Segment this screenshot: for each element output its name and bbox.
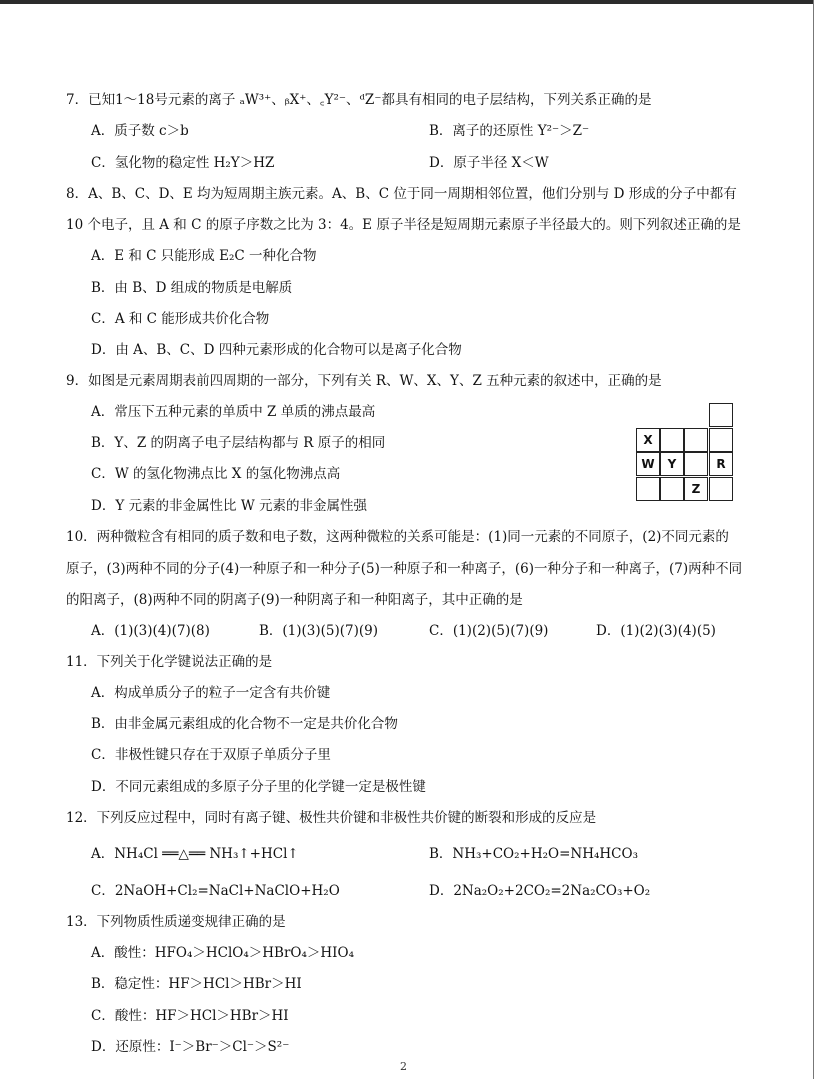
q8-stem-line-2: 10 个电子，且 A 和 C 的原子序数之比为 3：4。E 原子半径是短周期元素原子半径最大的。则下列叙述正确的是 bbox=[66, 217, 741, 233]
q9-option-d: D．Y 元素的非金属性比 W 元素的非金属性强 bbox=[91, 498, 367, 514]
q13-option-c: C．酸性：HF＞HCl＞HBr＞HI bbox=[91, 1008, 289, 1024]
periodic-cell-y: Y bbox=[660, 452, 684, 476]
q11-option-c: C．非极性键只存在于双原子单质分子里 bbox=[91, 747, 331, 763]
q10-stem-line-2: 原子，(3)两种不同的分子(4)一种原子和一种分子(5)一种原子和一种离子，(6)一种分子和一种离子，(7)两种不同 bbox=[66, 561, 743, 577]
q12-option-a: A．NH₄Cl ══△══ NH₃↑+HCl↑ bbox=[91, 846, 299, 862]
q12-option-c: C．2NaOH+Cl₂=NaCl+NaClO+H₂O bbox=[91, 883, 340, 899]
q11-option-d: D．不同元素组成的多原子分子里的化学键一定是极性键 bbox=[91, 779, 426, 795]
q13-stem: 13．下列物质性质递变规律正确的是 bbox=[66, 914, 286, 930]
periodic-cell-empty bbox=[709, 428, 733, 452]
periodic-cell-w: W bbox=[636, 452, 660, 476]
q8-stem-line-1: 8．A、B、C、D、E 均为短周期主族元素。A、B、C 位于同一周期相邻位置，他们分别与 D 形成的分子中都有 bbox=[66, 186, 737, 202]
q7-stem: 7．已知1～18号元素的离子 ₐW³⁺、ᵦX⁺、꜀Y²⁻、ᵈZ⁻都具有相同的电子层结构，下列关系正确的是 bbox=[66, 92, 652, 108]
q7-option-c: C．氢化物的稳定性 H₂Y＞HZ bbox=[91, 155, 275, 171]
q12-stem: 12．下列反应过程中，同时有离子键、极性共价键和非极性共价键的断裂和形成的反应是 bbox=[66, 810, 597, 826]
q9-option-b: B．Y、Z 的阴离子电子层结构都与 R 原子的相同 bbox=[91, 435, 386, 451]
q9-option-a: A．常压下五种元素的单质中 Z 单质的沸点最高 bbox=[91, 404, 376, 420]
periodic-cell-empty bbox=[636, 477, 660, 501]
q8-option-b: B．由 B、D 组成的物质是电解质 bbox=[91, 280, 293, 296]
periodic-table-fragment bbox=[636, 403, 733, 501]
q7-option-b: B．离子的还原性 Y²⁻＞Z⁻ bbox=[429, 123, 590, 139]
q9-option-c: C．W 的氢化物沸点比 X 的氢化物沸点高 bbox=[91, 466, 341, 482]
q11-option-a: A．构成单质分子的粒子一定含有共价键 bbox=[91, 685, 331, 701]
q12-option-b: B．NH₃+CO₂+H₂O=NH₄HCO₃ bbox=[429, 846, 638, 862]
q8-option-d: D．由 A、B、C、D 四种元素形成的化合物可以是离子化合物 bbox=[91, 342, 462, 358]
q10-option-b: B．(1)(3)(5)(7)(9) bbox=[259, 623, 379, 639]
periodic-cell-r: R bbox=[709, 452, 733, 476]
q10-option-c: C．(1)(2)(5)(7)(9) bbox=[429, 623, 549, 639]
q9-stem: 9．如图是元素周期表前四周期的一部分，下列有关 R、W、X、Y、Z 五种元素的叙述中，正确的是 bbox=[66, 373, 662, 389]
q10-stem-line-1: 10．两种微粒含有相同的质子数和电子数，这两种微粒的关系可能是：(1)同一元素的不同原子，(2)不同元素的 bbox=[66, 529, 729, 545]
q7-option-d: D．原子半径 X＜W bbox=[429, 155, 549, 171]
q10-stem-line-3: 的阳离子，(8)两种不同的阴离子(9)一种阴离子和一种阳离子，其中正确的是 bbox=[66, 592, 523, 608]
q8-option-a: A．E 和 C 只能形成 E₂C 一种化合物 bbox=[91, 248, 317, 264]
q12-option-d: D．2Na₂O₂+2CO₂=2Na₂CO₃+O₂ bbox=[429, 883, 651, 899]
q13-option-d: D．还原性：I⁻＞Br⁻＞Cl⁻＞S²⁻ bbox=[91, 1039, 290, 1055]
periodic-cell-empty bbox=[660, 428, 684, 452]
periodic-cell-empty bbox=[684, 428, 708, 452]
q13-option-a: A．酸性：HFO₄＞HClO₄＞HBrO₄＞HIO₄ bbox=[91, 945, 354, 961]
q10-option-a: A．(1)(3)(4)(7)(8) bbox=[91, 623, 210, 639]
periodic-cell-x: X bbox=[636, 428, 660, 452]
periodic-cell-empty bbox=[660, 477, 684, 501]
q13-option-b: B．稳定性：HF＞HCl＞HBr＞HI bbox=[91, 976, 302, 992]
periodic-cell-empty bbox=[684, 452, 708, 476]
q7-option-a: A．质子数 c＞b bbox=[91, 123, 189, 139]
page-number: 2 bbox=[400, 1060, 407, 1073]
q8-option-c: C．A 和 C 能形成共价化合物 bbox=[91, 311, 270, 327]
periodic-cell-z: Z bbox=[684, 477, 708, 501]
periodic-cell-empty bbox=[709, 403, 733, 427]
q11-stem: 11．下列关于化学键说法正确的是 bbox=[66, 654, 273, 670]
page-top-edge bbox=[0, 0, 814, 4]
q11-option-b: B．由非金属元素组成的化合物不一定是共价化合物 bbox=[91, 716, 398, 732]
periodic-cell-empty bbox=[709, 477, 733, 501]
q10-option-d: D．(1)(2)(3)(4)(5) bbox=[596, 623, 716, 639]
